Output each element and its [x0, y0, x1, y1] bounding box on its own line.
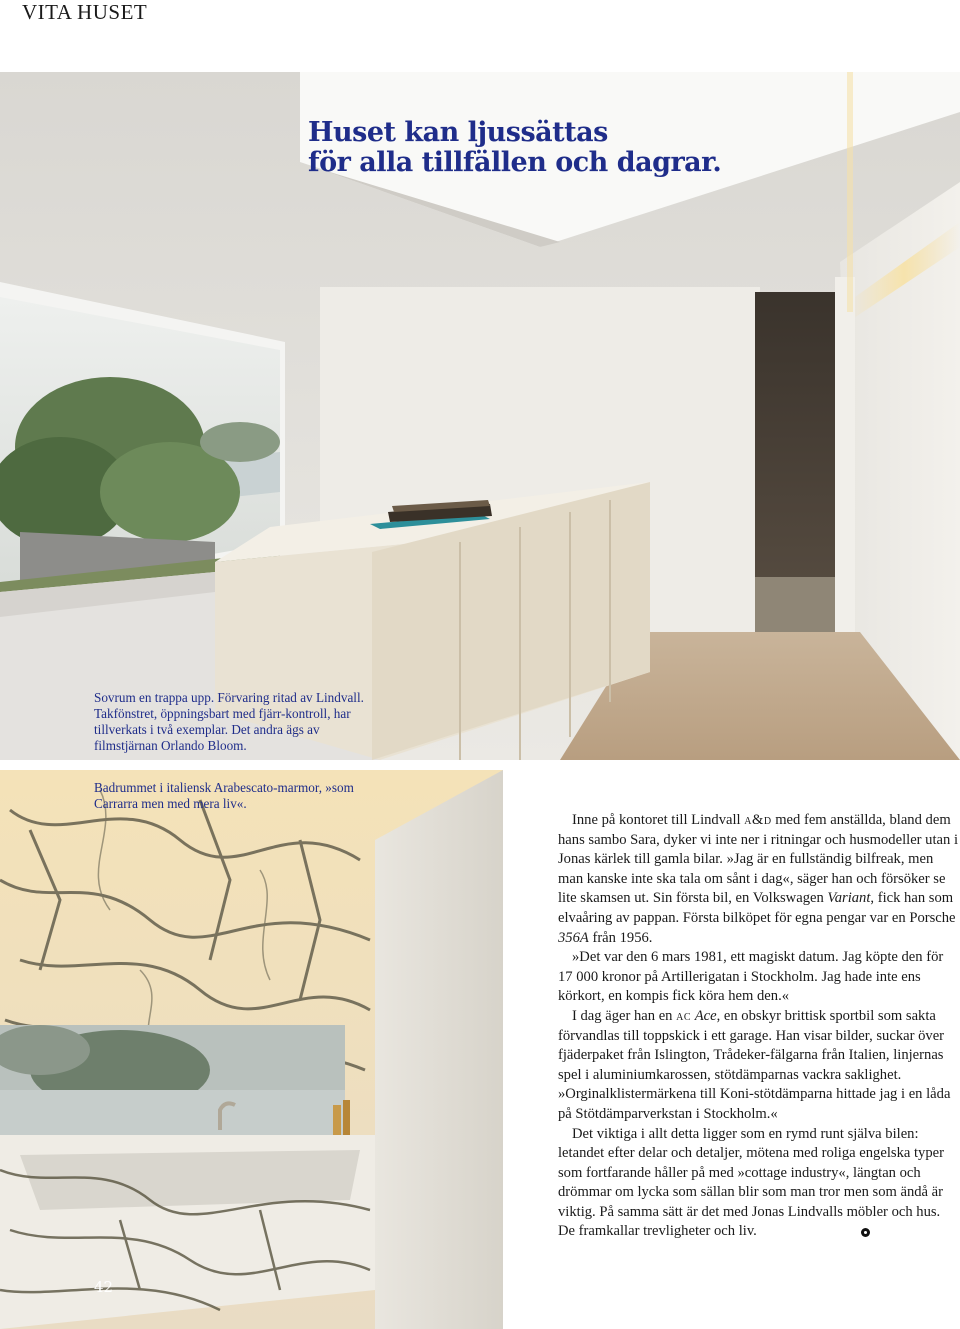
bathroom-caption: Badrummet i italiensk Arabescato-marmor, »som Carrarra men med mera liv«.: [94, 780, 354, 811]
car-model: Variant: [827, 890, 871, 907]
text-run: Inne på kontoret till Lindvall: [572, 812, 745, 828]
paragraph-1: [558, 811, 958, 948]
headline-line-1: Huset kan ljussättas: [308, 117, 608, 148]
paragraph-3: [558, 1007, 958, 1125]
text-run: från 1956.: [588, 929, 653, 946]
bathroom-photo: [0, 770, 503, 1329]
brand-name: a&d: [744, 812, 772, 828]
text-run: Det viktiga i allt detta ligger som en rymd runt själva bilen: letandet efter delar och detaljer, mötena med roliga engelska typer som fortfarande håller på med »cottage industry«, längtan och drömmar om lycka som sällan blir som man tror men som ändå är viktig. På samma sätt är det med Jonas Lindvalls möbler och hus. De framkallar trevligheter och liv.: [558, 1125, 944, 1240]
text-run: , fick han som elvaåring av pappan. Första bilköpet för egna pengar var en Porsche: [558, 890, 956, 926]
car-model: 356A: [558, 929, 589, 946]
paragraph-4: [558, 1125, 958, 1243]
text-run: I dag äger han en: [572, 1007, 677, 1024]
section-label: VITA HUSET: [22, 0, 148, 24]
bedroom-caption: Sovrum en trappa upp. Förvaring ritad av Lindvall. Takfönstret, öppningsbart med fjärr-kontroll, har tillverkats i två exemplar. Det andra ägs av filmstjärnan Orlando Bloom.: [94, 690, 364, 753]
car-model: Ace: [694, 1007, 717, 1024]
end-mark-icon: [861, 1228, 870, 1237]
text-run: med fem anställda, bland dem hans sambo Sara, dyker vi inte ner i ritningar och husmodeller utan i Jonas kärlek till gamla bilar. »Jag är en fullständig bilfreak, men man kanske inte ska tala om sånt i dag«, säger han och försöker se lite skamsen ut. Sin första bil, en Volkswagen: [558, 812, 959, 907]
headline-line-2: för alla tillfällen och dagrar.: [308, 147, 722, 178]
text-run: , en obskyr brittisk sportbil som sakta förvandlas till toppskick i ett garage. Han visar bilder, suckar över fjäderpaket från Islington, Trådeker-fälgarna från Italien, linjernas spel i aluminiumkarossen, stötdämparnas vackra saklighet. »Orginalklistermärkena till Koni-stötdämparna hittade jag i en låda på Stötdämparverkstan i Stockholm.«: [558, 1007, 951, 1122]
page-number: 42: [94, 1278, 114, 1296]
paragraph-2: »Det var den 6 mars 1981, ett magiskt datum. Jag köpte den för 17 000 kronor på Artillerigatan i Stockholm. Jag hade inte ens körkort, en kompis fick köra hem den.«: [558, 949, 944, 1005]
article-body: [558, 811, 958, 1242]
headline: [308, 118, 728, 178]
brand-name: ac: [676, 1007, 692, 1024]
